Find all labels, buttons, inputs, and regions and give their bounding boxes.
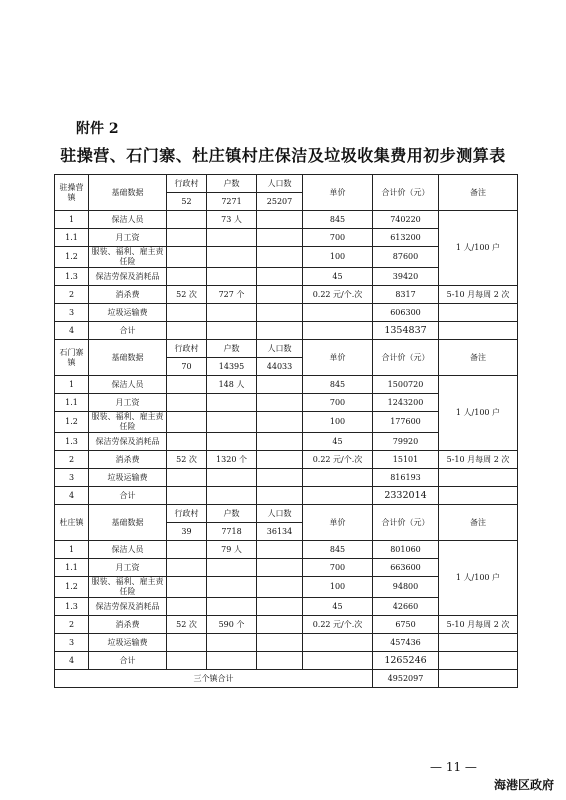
town-total: 1354837 <box>373 322 439 340</box>
total-price: 613200 <box>373 229 439 247</box>
table-row <box>55 505 518 523</box>
table-cell <box>167 634 207 652</box>
row-label: 消杀费 <box>89 451 167 469</box>
table-cell <box>167 247 207 268</box>
row-label: 月工资 <box>89 559 167 577</box>
staff-count: 73 人 <box>207 211 257 229</box>
row-number: 3 <box>55 634 89 652</box>
table-row <box>55 487 518 505</box>
row-label: 垃圾运输费 <box>89 634 167 652</box>
header-remark: 备注 <box>439 505 518 541</box>
total-price: 79920 <box>373 433 439 451</box>
unit-price: 45 <box>303 433 373 451</box>
disinfect-times: 52 次 <box>167 286 207 304</box>
table-cell <box>207 634 257 652</box>
row-label: 垃圾运输费 <box>89 304 167 322</box>
unit-price: 100 <box>303 247 373 268</box>
row-number: 1.1 <box>55 559 89 577</box>
row-number: 4 <box>55 652 89 670</box>
table-row <box>55 211 518 229</box>
table-cell <box>257 451 303 469</box>
table-cell <box>167 268 207 286</box>
table-row <box>55 541 518 559</box>
row-number: 1 <box>55 376 89 394</box>
table-cell <box>439 652 518 670</box>
table-cell <box>257 559 303 577</box>
table-cell <box>257 469 303 487</box>
header-population: 人口数 <box>257 505 303 523</box>
table-cell <box>207 487 257 505</box>
total-price: 8317 <box>373 286 439 304</box>
table-cell <box>207 412 257 433</box>
unit-price: 100 <box>303 577 373 598</box>
header-admin-village: 行政村 <box>167 175 207 193</box>
table-cell <box>167 598 207 616</box>
unit-price: 845 <box>303 376 373 394</box>
table-cell <box>257 634 303 652</box>
total-price: 39420 <box>373 268 439 286</box>
table-cell <box>303 634 373 652</box>
table-row <box>55 670 518 688</box>
table-cell <box>167 322 207 340</box>
table-row <box>55 286 518 304</box>
table-cell <box>207 433 257 451</box>
total-price: 87600 <box>373 247 439 268</box>
staff-count: 148 人 <box>207 376 257 394</box>
row-label: 月工资 <box>89 229 167 247</box>
table-cell <box>207 268 257 286</box>
header-households: 户数 <box>207 340 257 358</box>
row-number: 2 <box>55 286 89 304</box>
town-name: 驻操营镇 <box>55 175 89 211</box>
row-number: 1.3 <box>55 268 89 286</box>
remark-disinfect: 5-10 月每周 2 次 <box>439 616 518 634</box>
table-cell <box>207 652 257 670</box>
table-cell <box>167 541 207 559</box>
table-cell <box>207 322 257 340</box>
table-cell <box>439 322 518 340</box>
table-cell <box>257 376 303 394</box>
table-cell <box>303 469 373 487</box>
row-label: 消杀费 <box>89 286 167 304</box>
table-row <box>55 304 518 322</box>
header-population: 人口数 <box>257 175 303 193</box>
table-cell <box>207 577 257 598</box>
unit-price: 45 <box>303 268 373 286</box>
grand-total-value: 4952097 <box>373 670 439 688</box>
table-cell <box>257 598 303 616</box>
table-cell <box>207 247 257 268</box>
unit-price: 100 <box>303 412 373 433</box>
header-total: 合计价（元） <box>373 505 439 541</box>
row-number: 1.1 <box>55 394 89 412</box>
row-number: 4 <box>55 322 89 340</box>
row-number: 1.3 <box>55 433 89 451</box>
row-label: 服装、福利、雇主责任险 <box>89 247 167 268</box>
table-row <box>55 634 518 652</box>
table-cell <box>303 487 373 505</box>
row-number: 1 <box>55 541 89 559</box>
table-cell <box>207 559 257 577</box>
unit-price: 0.22 元/个.次 <box>303 616 373 634</box>
population-count: 44033 <box>257 358 303 376</box>
table-row <box>55 376 518 394</box>
header-total: 合计价（元） <box>373 175 439 211</box>
total-price: 457436 <box>373 634 439 652</box>
unit-price: 0.22 元/个.次 <box>303 286 373 304</box>
table-cell <box>167 487 207 505</box>
total-price: 42660 <box>373 598 439 616</box>
page-number: — 11 — <box>430 760 477 774</box>
document-title: 驻操营、石门寨、杜庄镇村庄保洁及垃圾收集费用初步测算表 <box>60 146 506 165</box>
table-cell <box>257 247 303 268</box>
village-count: 70 <box>167 358 207 376</box>
row-label: 保洁人员 <box>89 376 167 394</box>
row-number: 3 <box>55 469 89 487</box>
total-price: 816193 <box>373 469 439 487</box>
watermark: 海港区政府 <box>493 778 554 792</box>
header-remark: 备注 <box>439 340 518 376</box>
row-number: 3 <box>55 304 89 322</box>
row-label: 合计 <box>89 487 167 505</box>
table-cell <box>303 304 373 322</box>
table-cell <box>257 229 303 247</box>
row-label: 月工资 <box>89 394 167 412</box>
header-total: 合计价（元） <box>373 340 439 376</box>
table-cell <box>167 229 207 247</box>
header-unit-price: 单价 <box>303 175 373 211</box>
town-total: 1265246 <box>373 652 439 670</box>
table-cell <box>167 394 207 412</box>
remark-staff: 1 人/100 户 <box>439 211 518 286</box>
village-count: 52 <box>167 193 207 211</box>
table-cell <box>207 229 257 247</box>
household-count: 14395 <box>207 358 257 376</box>
table-cell <box>257 304 303 322</box>
header-unit-price: 单价 <box>303 340 373 376</box>
table-cell <box>167 577 207 598</box>
row-label: 消杀费 <box>89 616 167 634</box>
town-name: 杜庄镇 <box>55 505 89 541</box>
table-cell <box>207 394 257 412</box>
total-price: 6750 <box>373 616 439 634</box>
table-cell <box>257 487 303 505</box>
header-remark: 备注 <box>439 175 518 211</box>
table-cell <box>257 412 303 433</box>
total-price: 1243200 <box>373 394 439 412</box>
row-label: 合计 <box>89 322 167 340</box>
row-number: 2 <box>55 451 89 469</box>
row-label: 保洁劳保及消耗品 <box>89 433 167 451</box>
disinfect-times: 52 次 <box>167 616 207 634</box>
table-cell <box>167 469 207 487</box>
table-cell <box>257 211 303 229</box>
table-cell <box>207 304 257 322</box>
unit-price: 700 <box>303 229 373 247</box>
unit-price: 45 <box>303 598 373 616</box>
row-number: 4 <box>55 487 89 505</box>
total-price: 663600 <box>373 559 439 577</box>
table-cell <box>167 211 207 229</box>
table-cell <box>167 559 207 577</box>
table-cell <box>257 286 303 304</box>
header-basic: 基础数据 <box>89 340 167 376</box>
household-count: 7718 <box>207 523 257 541</box>
row-number: 2 <box>55 616 89 634</box>
table-cell <box>439 469 518 487</box>
disinfect-times: 52 次 <box>167 451 207 469</box>
table-cell <box>207 469 257 487</box>
header-admin-village: 行政村 <box>167 340 207 358</box>
staff-count: 79 人 <box>207 541 257 559</box>
table-cell <box>439 670 518 688</box>
unit-price: 700 <box>303 559 373 577</box>
table-row <box>55 175 518 193</box>
table-row <box>55 616 518 634</box>
town-total: 2332014 <box>373 487 439 505</box>
table-cell <box>257 616 303 634</box>
total-price: 606300 <box>373 304 439 322</box>
row-label: 保洁劳保及消耗品 <box>89 598 167 616</box>
row-number: 1.2 <box>55 412 89 433</box>
town-name: 石门寨镇 <box>55 340 89 376</box>
table-row <box>55 451 518 469</box>
table-cell <box>167 433 207 451</box>
table-cell <box>207 598 257 616</box>
table-cell <box>303 652 373 670</box>
table-cell <box>257 577 303 598</box>
header-basic: 基础数据 <box>89 175 167 211</box>
row-number: 1.1 <box>55 229 89 247</box>
table-cell <box>257 652 303 670</box>
table-cell <box>439 634 518 652</box>
disinfect-qty: 590 个 <box>207 616 257 634</box>
table-cell <box>439 487 518 505</box>
population-count: 25207 <box>257 193 303 211</box>
unit-price: 845 <box>303 541 373 559</box>
table-cell <box>167 376 207 394</box>
remark-staff: 1 人/100 户 <box>439 376 518 451</box>
table-cell <box>167 652 207 670</box>
header-population: 人口数 <box>257 340 303 358</box>
row-number: 1.2 <box>55 577 89 598</box>
row-label: 垃圾运输费 <box>89 469 167 487</box>
table-body <box>55 175 518 688</box>
table-cell <box>167 304 207 322</box>
attachment-label: 附件 2 <box>76 121 119 137</box>
table-row <box>55 652 518 670</box>
total-price: 801060 <box>373 541 439 559</box>
row-label: 保洁劳保及消耗品 <box>89 268 167 286</box>
row-label: 合计 <box>89 652 167 670</box>
row-label: 保洁人员 <box>89 211 167 229</box>
table-cell <box>257 394 303 412</box>
table-cell <box>257 541 303 559</box>
cost-estimate-table <box>54 174 518 688</box>
unit-price: 700 <box>303 394 373 412</box>
row-number: 1.2 <box>55 247 89 268</box>
table-cell <box>439 304 518 322</box>
disinfect-qty: 727 个 <box>207 286 257 304</box>
remark-disinfect: 5-10 月每周 2 次 <box>439 451 518 469</box>
table-row <box>55 340 518 358</box>
household-count: 7271 <box>207 193 257 211</box>
table-cell <box>257 322 303 340</box>
row-number: 1.3 <box>55 598 89 616</box>
row-label: 服装、福利、雇主责任险 <box>89 412 167 433</box>
header-unit-price: 单价 <box>303 505 373 541</box>
total-price: 15101 <box>373 451 439 469</box>
table-cell <box>257 268 303 286</box>
table-row <box>55 322 518 340</box>
total-price: 94800 <box>373 577 439 598</box>
row-number: 1 <box>55 211 89 229</box>
header-basic: 基础数据 <box>89 505 167 541</box>
table-cell <box>257 433 303 451</box>
row-label: 服装、福利、雇主责任险 <box>89 577 167 598</box>
grand-total-label: 三个镇合计 <box>55 670 373 688</box>
header-admin-village: 行政村 <box>167 505 207 523</box>
remark-staff: 1 人/100 户 <box>439 541 518 616</box>
header-households: 户数 <box>207 505 257 523</box>
unit-price: 0.22 元/个.次 <box>303 451 373 469</box>
table-cell <box>303 322 373 340</box>
total-price: 177600 <box>373 412 439 433</box>
table-cell <box>167 412 207 433</box>
unit-price: 845 <box>303 211 373 229</box>
row-label: 保洁人员 <box>89 541 167 559</box>
total-price: 1500720 <box>373 376 439 394</box>
header-households: 户数 <box>207 175 257 193</box>
table-row <box>55 469 518 487</box>
population-count: 36134 <box>257 523 303 541</box>
remark-disinfect: 5-10 月每周 2 次 <box>439 286 518 304</box>
total-price: 740220 <box>373 211 439 229</box>
village-count: 39 <box>167 523 207 541</box>
disinfect-qty: 1320 个 <box>207 451 257 469</box>
